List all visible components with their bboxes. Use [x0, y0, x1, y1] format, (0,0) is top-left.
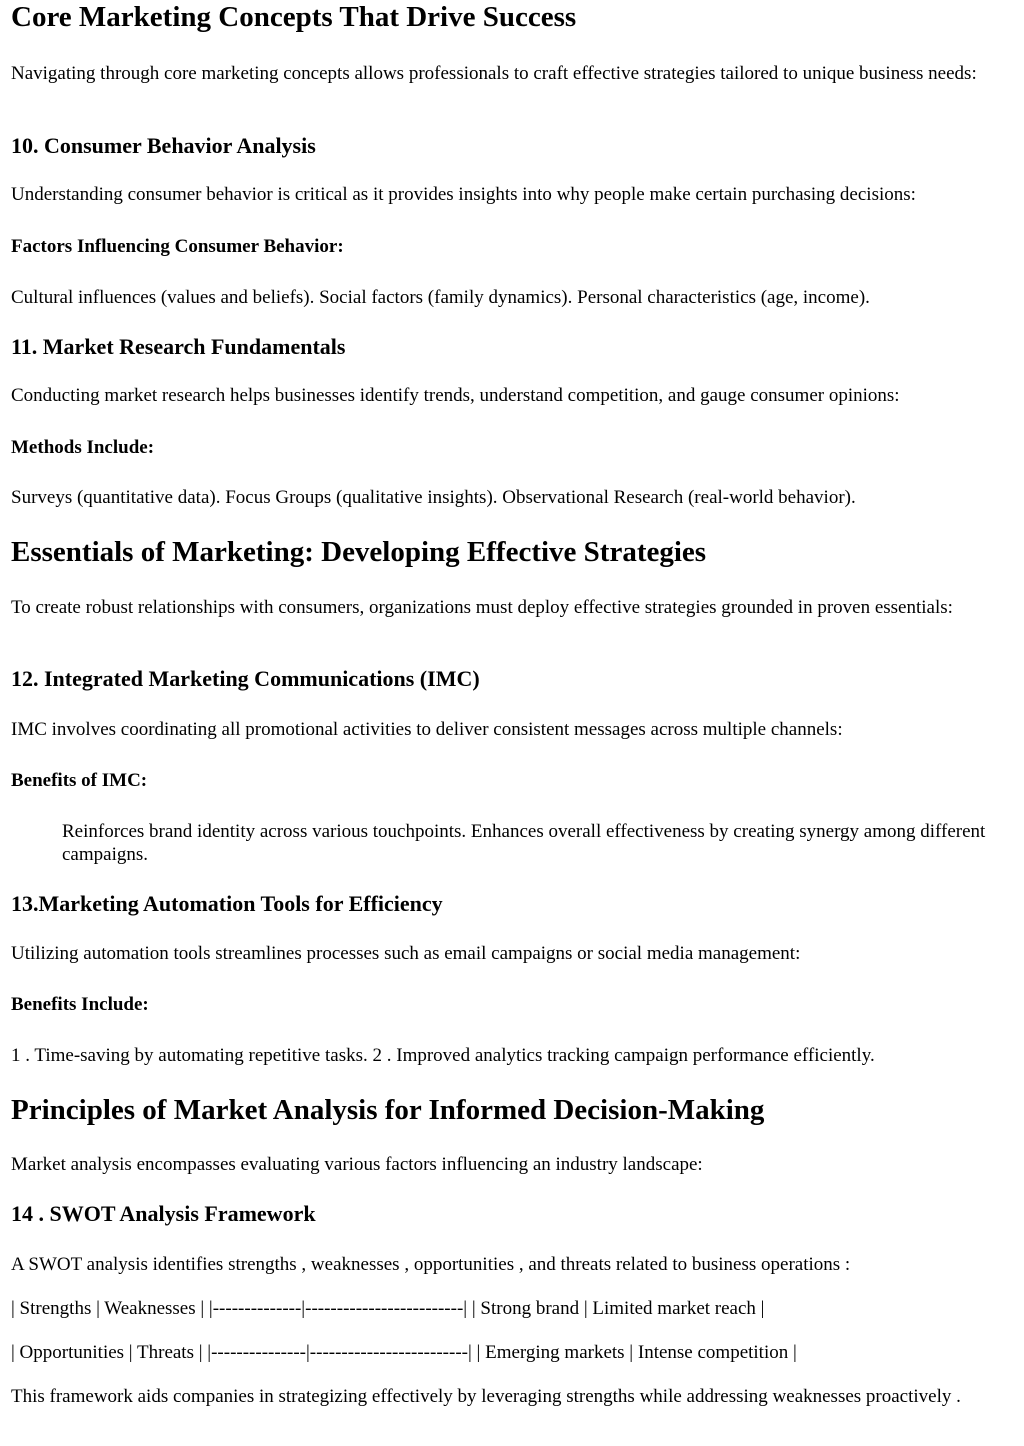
- detail-imc-benefits: Reinforces brand identity across various touchpoints. Enhances overall effectiveness by creating synergy among different campaigns.: [62, 821, 986, 865]
- article-page: [11, 0, 1015, 1446]
- subsection-text-automation: Utilizing automation tools streamlines processes such as email campaigns or social media management:: [11, 943, 801, 964]
- subsection-heading-automation: 13.Marketing Automation Tools for Efficiency: [11, 891, 443, 916]
- swot-table-line-strengths: | Strengths | Weaknesses | |--------------|-------------------------| | Strong brand | Limited market reach |: [11, 1298, 765, 1319]
- detail-methods: Surveys (quantitative data). Focus Groups (qualitative insights). Observational Research (real-world behavior).: [11, 487, 856, 508]
- section-title-core-concepts: Core Marketing Concepts That Drive Success: [11, 1, 577, 33]
- detail-automation-benefits: 1 . Time-saving by automating repetitive tasks. 2 . Improved analytics tracking campaign performance efficiently.: [11, 1045, 875, 1066]
- section-intro-core-concepts: Navigating through core marketing concepts allows professionals to craft effective strategies tailored to unique business needs:: [11, 63, 977, 84]
- detail-factors: Cultural influences (values and beliefs). Social factors (family dynamics). Personal characteristics (age, income).: [11, 287, 870, 308]
- subsection-text-market-research: Conducting market research helps businesses identify trends, understand competition, and gauge consumer opinions:: [11, 385, 900, 406]
- subheading-automation-benefits: Benefits Include:: [11, 994, 149, 1015]
- subheading-factors: Factors Influencing Consumer Behavior:: [11, 236, 344, 257]
- section-title-market-analysis: Principles of Market Analysis for Informed Decision-Making: [11, 1094, 765, 1126]
- subsection-heading-swot: 14 . SWOT Analysis Framework: [11, 1201, 316, 1226]
- section-intro-essentials: To create robust relationships with consumers, organizations must deploy effective strategies grounded in proven essentials:: [11, 597, 953, 618]
- subsection-text-imc: IMC involves coordinating all promotional activities to deliver consistent messages across multiple channels:: [11, 719, 843, 740]
- subsection-heading-imc: 12. Integrated Marketing Communications (IMC): [11, 666, 480, 691]
- subheading-imc-benefits: Benefits of IMC:: [11, 770, 148, 791]
- subheading-methods: Methods Include:: [11, 437, 155, 458]
- swot-conclusion: This framework aids companies in strategizing effectively by leveraging strengths while addressing weaknesses proactively .: [11, 1386, 961, 1407]
- subsection-heading-market-research: 11. Market Research Fundamentals: [11, 334, 346, 359]
- subsection-text-consumer-behavior: Understanding consumer behavior is critical as it provides insights into why people make certain purchasing decisions:: [11, 184, 916, 205]
- swot-table-line-opportunities: | Opportunities | Threats | |---------------|-------------------------| | Emerging markets | Intense competition |: [11, 1342, 797, 1363]
- subsection-heading-consumer-behavior: 10. Consumer Behavior Analysis: [11, 133, 316, 158]
- subsection-text-swot: A SWOT analysis identifies strengths , weaknesses , opportunities , and threats related to business operations :: [11, 1254, 851, 1275]
- section-title-essentials: Essentials of Marketing: Developing Effective Strategies: [11, 536, 707, 568]
- section-intro-market-analysis: Market analysis encompasses evaluating various factors influencing an industry landscape:: [11, 1154, 703, 1175]
